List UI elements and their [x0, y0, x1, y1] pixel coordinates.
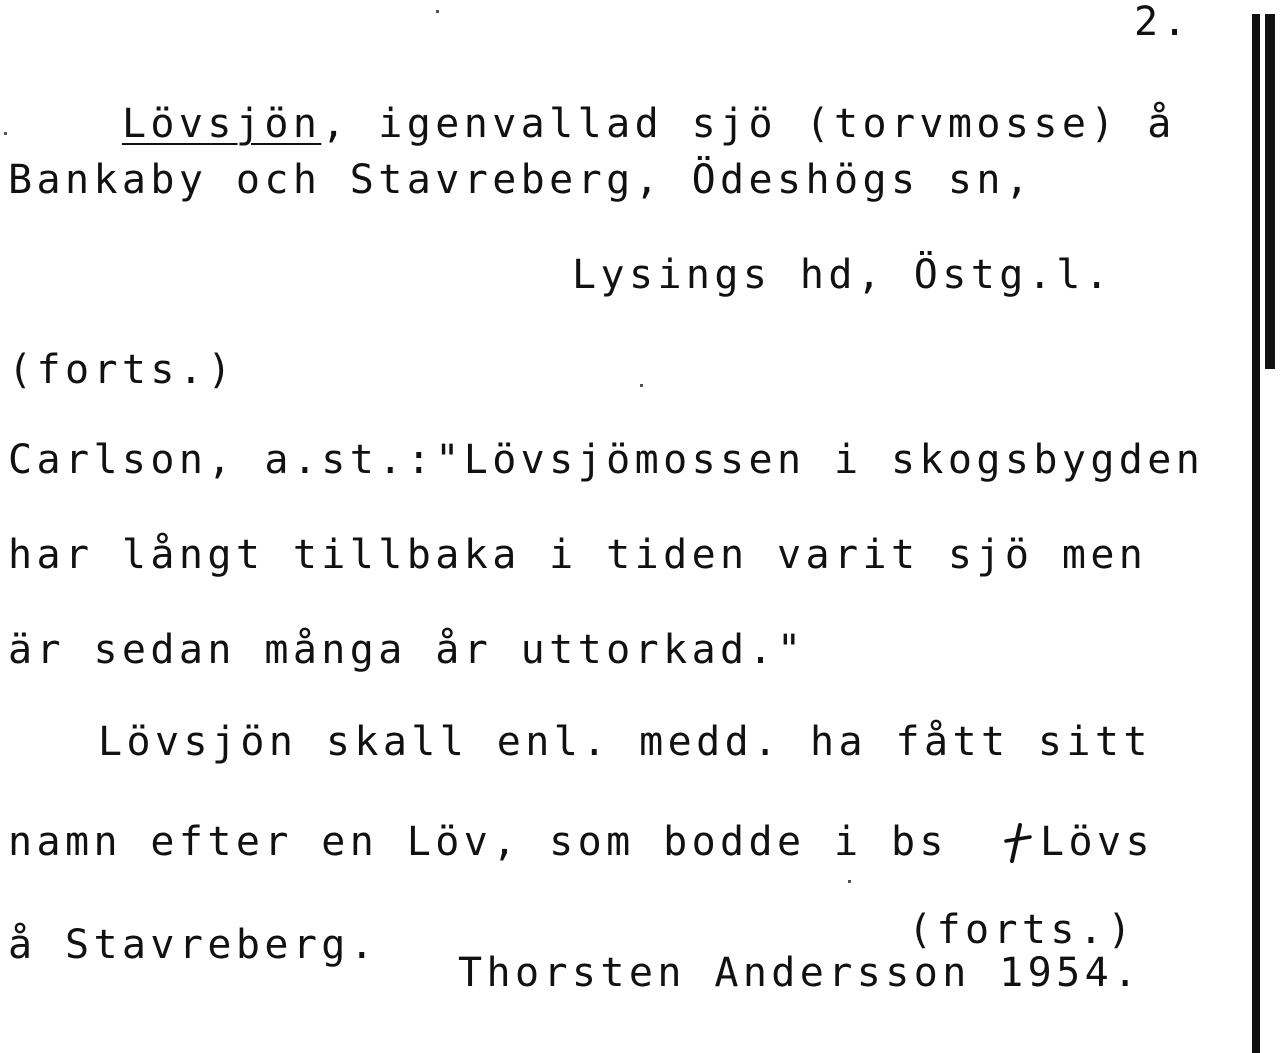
scan-speck [848, 880, 851, 883]
note-line-1: Lövsjön skall enl. medd. ha fått sitt [98, 719, 1152, 765]
dagger-mark-icon [1002, 823, 1032, 863]
note-line-3: å Stavreberg. [8, 922, 379, 968]
scan-speck [436, 10, 439, 13]
continued-label-top: (forts.) [8, 347, 236, 393]
card-edge-shadow [1265, 14, 1275, 369]
note-line-2-end: Lövs [1040, 819, 1154, 865]
scan-speck [640, 384, 643, 387]
page-number: 2. [1134, 0, 1191, 45]
continued-label-bottom: (forts.) [908, 907, 1136, 953]
signature: Thorsten Andersson 1954. [458, 950, 1142, 996]
scan-speck [4, 132, 7, 135]
location-line: Bankaby och Stavreberg, Ödeshögs sn, [8, 157, 1034, 203]
heading-description: , igenvallad sjö (torvmosse) å [321, 101, 1176, 147]
note-line-2-start: namn efter en Löv, som bodde i bs [8, 819, 948, 865]
card-edge [1252, 14, 1260, 1053]
quote-line-1: Carlson, a.st.:"Lövsjömossen i skogsbygden [8, 437, 1205, 483]
place-name: Lövsjön [121, 101, 322, 147]
quote-line-3: är sedan många år uttorkad." [8, 627, 806, 673]
district-line: Lysings hd, Östg.l. [572, 252, 1114, 298]
quote-line-2: har långt tillbaka i tiden varit sjö men [8, 532, 1148, 578]
